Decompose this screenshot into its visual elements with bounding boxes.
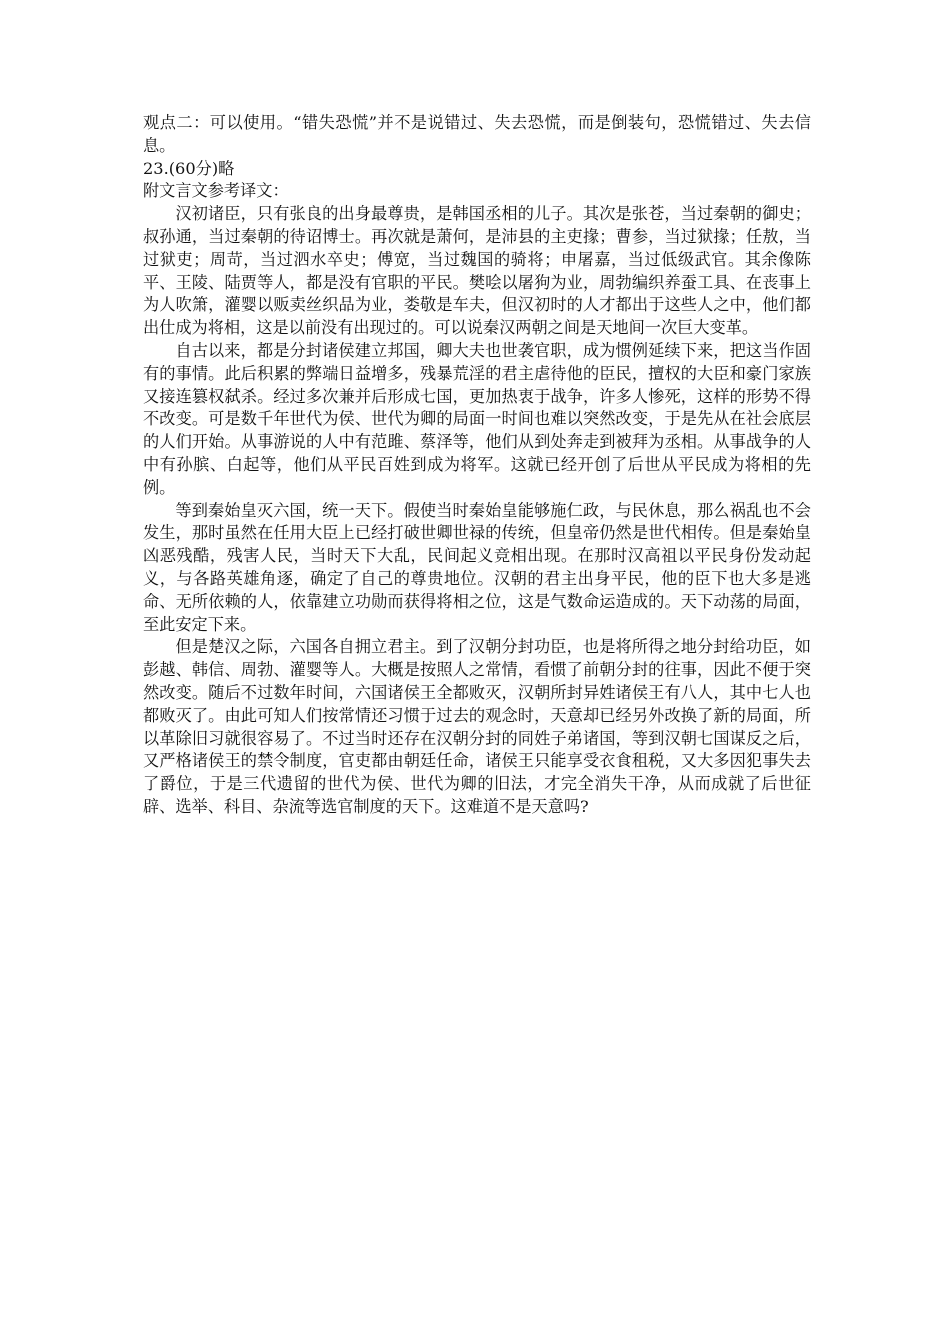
question-23-text: 23.(60分)略 xyxy=(143,158,235,178)
viewpoint-two-text: 观点二：可以使用。“错失恐慌”并不是说错过、失去恐慌，而是倒装句，恐慌错过、失去信息。 xyxy=(143,113,811,155)
translation-paragraph-3: 等到秦始皇灭六国，统一天下。假使当时秦始皇能够施仁政，与民休息，那么祸乱也不会发生，那时虽然在任用大臣上已经打破世卿世禄的传统，但皇帝仍然是世代相传。但是秦始皇凶恶残酷，残害人民，当时天下大乱，民间起义竞相出现。在那时汉高祖以平民身份发动起义，与各路英雄角逐，确定了自己的尊贵地位。汉朝的君主出身平民，他的臣下也大多是逃命、无所依赖的人，依靠建立功勋而获得将相之位，这是气数命运造成的。天下动荡的局面，至此安定下来。 xyxy=(143,500,811,634)
document-page xyxy=(143,112,811,819)
appendix-title: 附文言文参考译文： xyxy=(143,181,289,201)
translation-paragraph-1: 汉初诸臣，只有张良的出身最尊贵，是韩国丞相的儿子。其次是张苍，当过秦朝的御史；叔孙通，当过秦朝的待诏博士。再次就是萧何，是沛县的主吏掾；曹参，当过狱掾；任敖，当过狱吏；周苛，当过泗水卒史；傅宽，当过魏国的骑将；申屠嘉，当过低级武官。其余像陈平、王陵、陆贾等人，都是没有官职的平民。樊哙以屠狗为业，周勃编织养蚕工具、在丧事上为人吹箫，灌婴以贩卖丝织品为业，娄敬是车夫，但汉初时的人才都出于这些人之中，他们都出仕成为将相，这是以前没有出现过的。可以说秦汉两朝之间是天地间一次巨大变革。 xyxy=(143,204,811,338)
translation-paragraph-2: 自古以来，都是分封诸侯建立邦国，卿大夫也世袭官职，成为惯例延续下来，把这当作固有的事情。此后积累的弊端日益增多，残暴荒淫的君主虐待他的臣民，擅权的大臣和豪门家族又接连篡权弑杀。经过多次兼并后形成七国，更加热衷于战争，许多人惨死，这样的形势不得不改变。可是数千年世代为侯、世代为卿的局面一时间也难以突然改变，于是先从在社会底层的人们开始。从事游说的人中有范雎、蔡泽等，他们从到处奔走到被拜为丞相。从事战争的人中有孙膑、白起等，他们从平民百姓到成为将军。这就已经开创了后世从平民成为将相的先例。 xyxy=(143,340,811,497)
translation-paragraph-4: 但是楚汉之际，六国各自拥立君主。到了汉朝分封功臣，也是将所得之地分封给功臣，如彭越、韩信、周勃、灌婴等人。大概是按照人之常情，看惯了前朝分封的往事，因此不便于突然改变。随后不过数年时间，六国诸侯王全都败灭，汉朝所封异姓诸侯王有八人，其中七人也都败灭了。由此可知人们按常情还习惯于过去的观念时，天意却已经另外改换了新的局面，所以革除旧习就很容易了。不过当时还存在汉朝分封的同姓子弟诸国，等到汉朝七国谋反之后，又严格诸侯王的禁令制度，官吏都由朝廷任命，诸侯王只能享受衣食租税，又大多因犯事失去了爵位，于是三代遗留的世代为侯、世代为卿的旧法，才完全消失干净，从而成就了后世征辟、选举、科目、杂流等选官制度的天下。这难道不是天意吗? xyxy=(143,637,811,816)
